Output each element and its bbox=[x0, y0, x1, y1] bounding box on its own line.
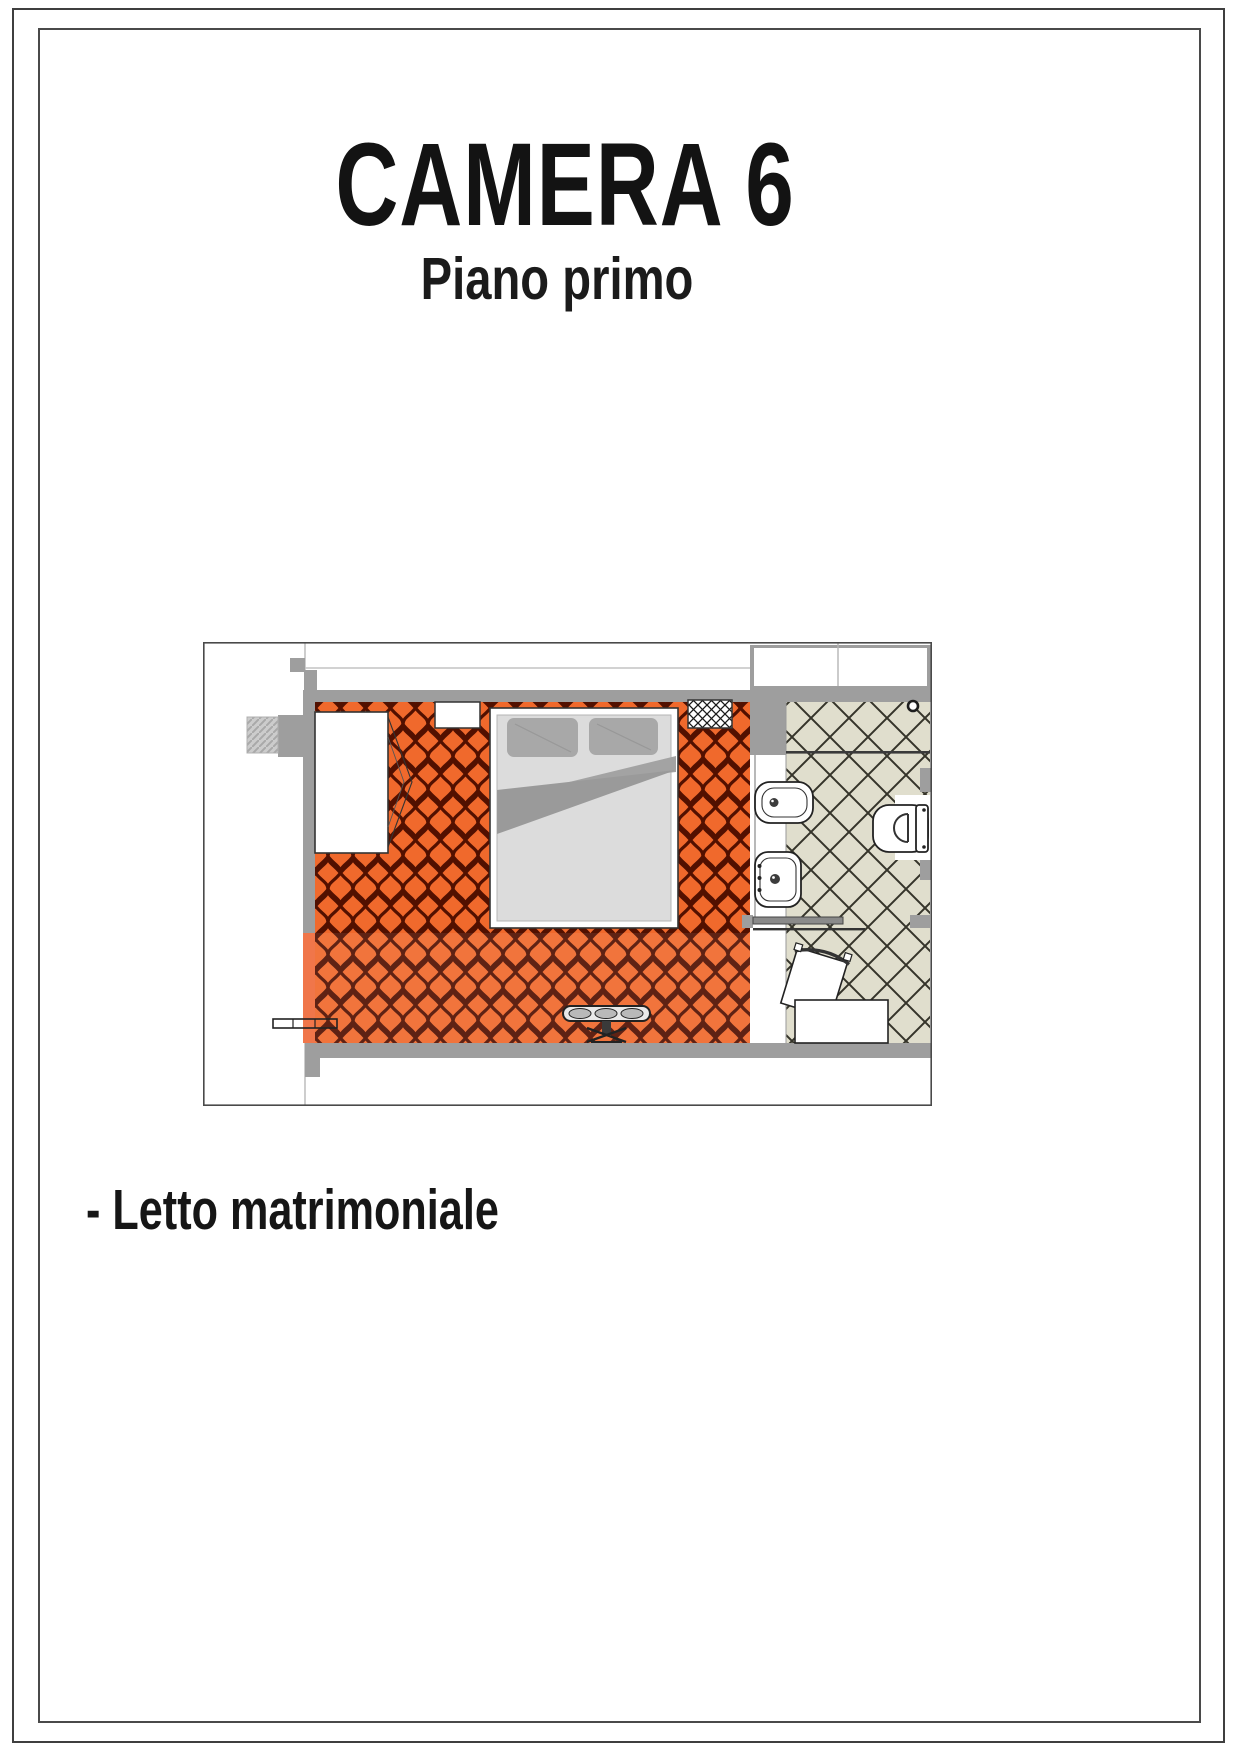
window-opening bbox=[754, 648, 927, 686]
shower-drain bbox=[908, 701, 918, 711]
double-bed bbox=[490, 708, 678, 928]
washbasin bbox=[755, 852, 801, 907]
wall-bottom bbox=[305, 1043, 932, 1058]
wall-top-bedroom bbox=[305, 690, 750, 702]
legend-note: - Letto matrimoniale bbox=[86, 1179, 499, 1242]
wall-left bbox=[303, 690, 315, 933]
bedroom-floor-plain-strip bbox=[303, 933, 315, 1043]
bidet bbox=[755, 782, 813, 823]
toilet bbox=[873, 805, 928, 852]
nightstand-left bbox=[435, 702, 480, 728]
floor-plan bbox=[203, 642, 932, 1106]
page-subtitle: Piano primo bbox=[420, 245, 694, 312]
door-threshold bbox=[753, 928, 865, 930]
wall-hatched-block bbox=[247, 717, 278, 753]
nightstand-hatched bbox=[688, 700, 732, 728]
towel-bar bbox=[753, 917, 843, 924]
wall-step-small bbox=[290, 658, 305, 672]
laundry-box bbox=[795, 1000, 888, 1043]
page-title: CAMERA 6 bbox=[335, 119, 795, 251]
wall-stub-right-3 bbox=[910, 915, 930, 928]
wall-bottom-step bbox=[305, 1057, 320, 1077]
wall-stub-door-left bbox=[742, 915, 753, 928]
bedroom-floor-light-area bbox=[315, 933, 750, 1043]
shower-partition bbox=[786, 751, 930, 754]
floor-plan-drawing bbox=[203, 642, 932, 1106]
wall-stub-right-1 bbox=[920, 768, 932, 792]
wall-pillar bbox=[278, 715, 303, 757]
wardrobe bbox=[315, 712, 388, 853]
